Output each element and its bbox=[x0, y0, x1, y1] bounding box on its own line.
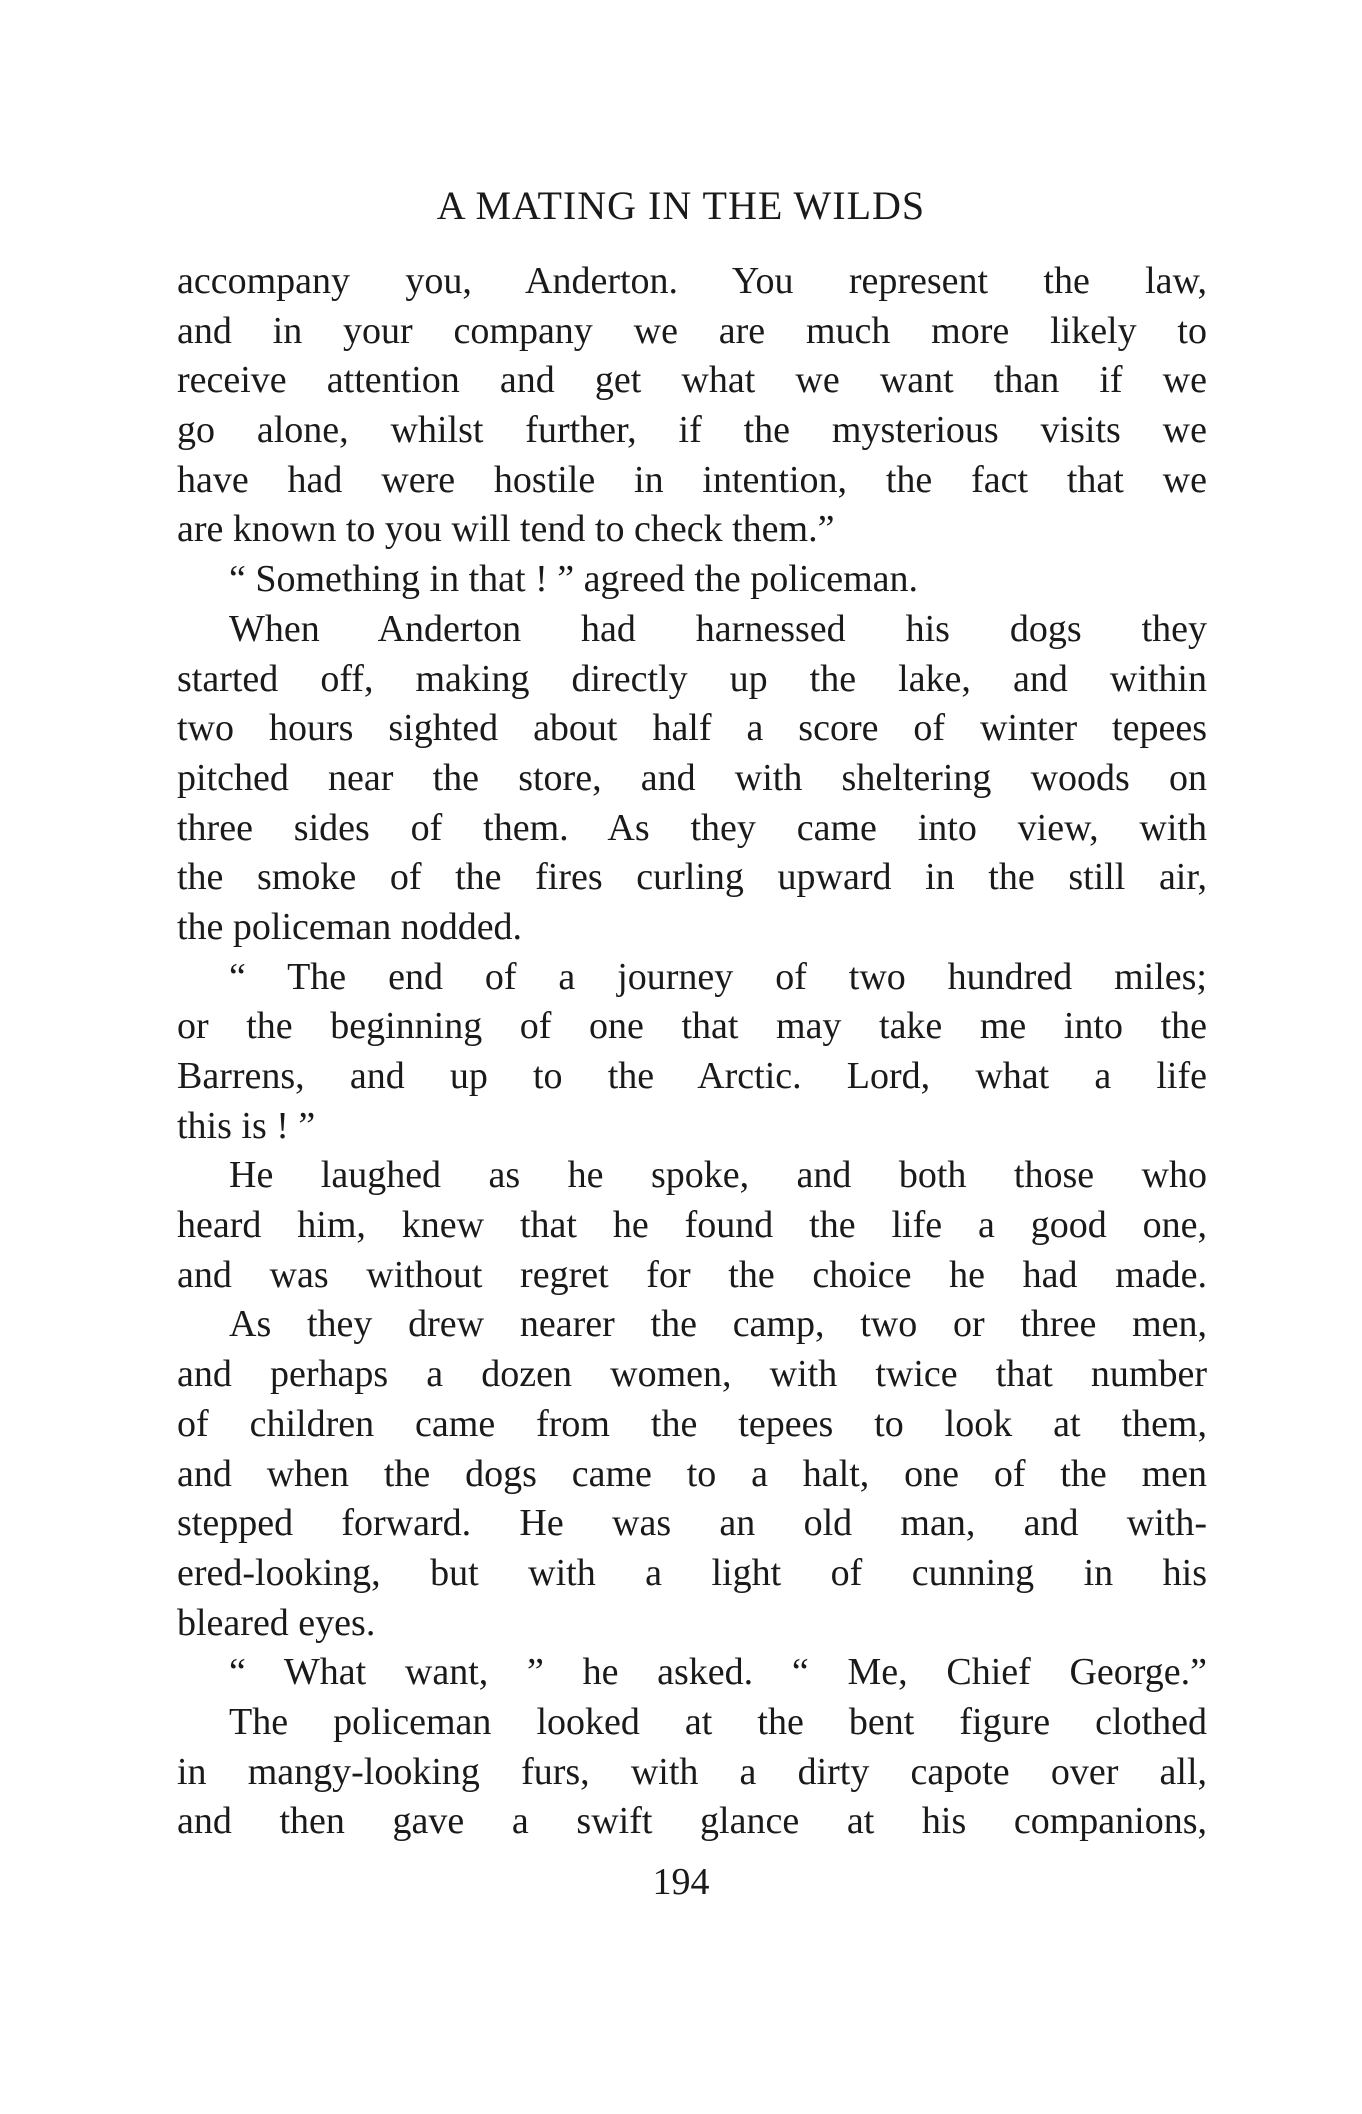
text-line: bleared eyes. bbox=[177, 1601, 376, 1644]
text-line: two hours sighted about half a score of winter tepees bbox=[177, 707, 1207, 750]
text-line: stepped forward. He was an old man, and with- bbox=[177, 1502, 1207, 1545]
text-line: are known to you will tend to check them.” bbox=[177, 508, 835, 551]
text-line: When Anderton had harnessed his dogs they bbox=[229, 607, 1207, 650]
running-header: A MATING IN THE WILDS bbox=[436, 183, 926, 228]
text-line: The policeman looked at the bent figure clothed bbox=[229, 1700, 1207, 1743]
text-line: and in your company we are much more likely to bbox=[177, 309, 1207, 352]
text-line: accompany you, Anderton. You represent the law, bbox=[177, 260, 1207, 302]
text-line: and perhaps a dozen women, with twice that number bbox=[177, 1353, 1207, 1396]
text-line: ered-looking, but with a light of cunning in his bbox=[177, 1551, 1207, 1594]
text-line: the policeman nodded. bbox=[177, 905, 523, 948]
text-line: “ The end of a journey of two hundred miles; bbox=[229, 955, 1207, 998]
text-line: three sides of them. As they came into view, with bbox=[177, 806, 1207, 849]
text-line: and was without regret for the choice he had made. bbox=[177, 1253, 1207, 1296]
text-line: or the beginning of one that may take me into the bbox=[177, 1005, 1207, 1048]
text-line: in mangy-looking furs, with a dirty capote over all, bbox=[177, 1750, 1207, 1793]
text-line: Barrens, and up to the Arctic. Lord, what a life bbox=[177, 1055, 1207, 1097]
text-line: As they drew nearer the camp, two or three men, bbox=[229, 1303, 1207, 1346]
text-line: “ What want, ” he asked. “ Me, Chief George.” bbox=[229, 1651, 1207, 1694]
text-line: go alone, whilst further, if the mysterious visits we bbox=[177, 409, 1207, 452]
text-line: of children came from the tepees to look at them, bbox=[177, 1402, 1207, 1445]
text-line: the smoke of the fires curling upward in the still air, bbox=[177, 856, 1207, 899]
text-line: receive attention and get what we want than if we bbox=[177, 359, 1207, 402]
page-body-text bbox=[177, 257, 1207, 1847]
text-line: He laughed as he spoke, and both those who bbox=[229, 1154, 1207, 1197]
text-line: pitched near the store, and with sheltering woods on bbox=[177, 756, 1207, 799]
text-line: started off, making directly up the lake, and within bbox=[177, 657, 1207, 700]
text-line: and then gave a swift glance at his companions, bbox=[177, 1800, 1207, 1843]
text-line: “ Something in that ! ” agreed the policeman. bbox=[229, 558, 919, 601]
text-line: have had were hostile in intention, the fact that we bbox=[177, 458, 1207, 501]
text-line: and when the dogs came to a halt, one of the men bbox=[177, 1452, 1207, 1495]
page-number: 194 bbox=[652, 1861, 710, 1903]
text-line: this is ! ” bbox=[177, 1104, 316, 1147]
text-line: heard him, knew that he found the life a good one, bbox=[177, 1204, 1207, 1247]
